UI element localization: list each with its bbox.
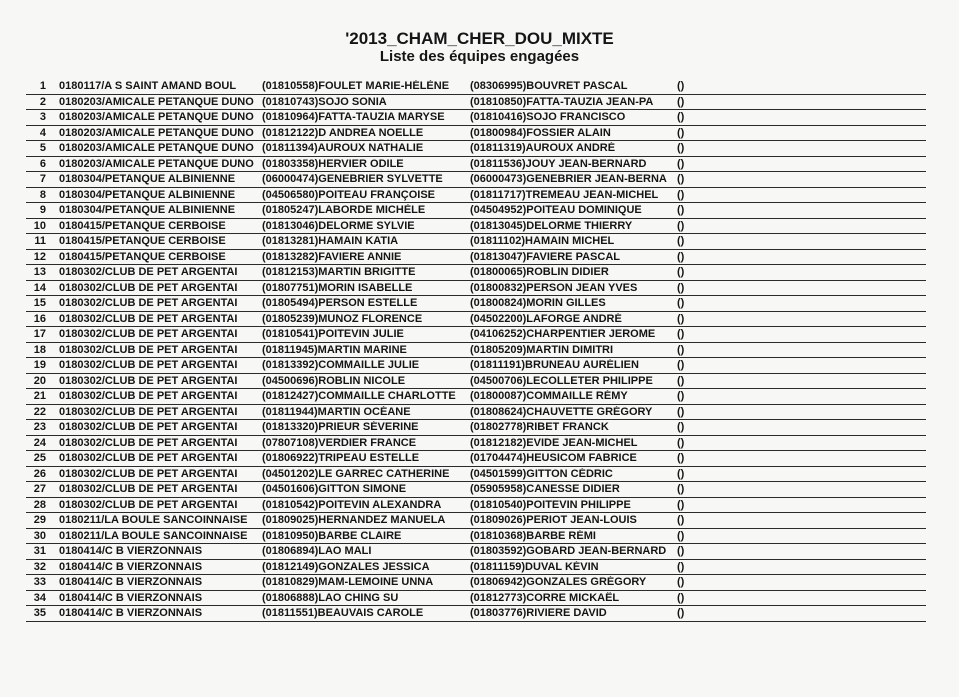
team-number: 24	[33, 436, 46, 449]
player-one: (01807751)MORIN ISABELLE	[262, 281, 413, 294]
player-two: (04504952)POITEAU DOMINIQUE	[470, 204, 642, 216]
table-row	[26, 343, 926, 359]
club-name: 0180302/CLUB DE PET ARGENTAI	[59, 266, 238, 278]
document-title: '2013_CHAM_CHER_DOU_MIXTE	[345, 29, 614, 48]
player-two: (08306995)BOUVRET PASCAL	[470, 80, 628, 92]
club-name: 0180302/CLUB DE PET ARGENTAI	[59, 498, 238, 511]
table-row	[26, 513, 926, 529]
empty-marker: ()	[677, 111, 685, 123]
empty-marker: ()	[677, 126, 685, 139]
team-number: 13	[33, 266, 46, 278]
club-name: 0180414/C B VIERZONNAIS	[59, 591, 203, 604]
team-number: 17	[33, 328, 46, 340]
club-name: 0180414/C B VIERZONNAIS	[59, 560, 203, 573]
team-number: 32	[33, 560, 46, 573]
player-two: (01811191)BRUNEAU AURÉLIEN	[470, 359, 639, 371]
table-row	[26, 126, 926, 142]
team-number: 1	[39, 80, 46, 92]
club-name: 0180304/PETANQUE ALBINIENNE	[59, 188, 236, 201]
table-row	[26, 281, 926, 297]
team-number: 27	[33, 483, 46, 495]
player-one: (01806888)LAO CHING SU	[262, 591, 399, 604]
club-name: 0180302/CLUB DE PET ARGENTAI	[59, 452, 238, 464]
player-two: (01811159)DUVAL KÉVIN	[470, 560, 599, 573]
empty-marker: ()	[677, 281, 685, 294]
player-two: (01800087)COMMAILLE RÉMY	[470, 390, 628, 402]
document-header	[0, 30, 959, 65]
player-one: (01811945)MARTIN MARINE	[262, 343, 407, 356]
table-row	[26, 265, 926, 281]
empty-marker: ()	[677, 576, 685, 588]
empty-marker: ()	[677, 421, 685, 433]
table-row	[26, 405, 926, 421]
player-one: (01812427)COMMAILLE CHARLOTTE	[262, 390, 456, 402]
club-name: 0180302/CLUB DE PET ARGENTAI	[59, 328, 238, 340]
empty-marker: ()	[677, 204, 685, 216]
player-one: (01805239)MUNOZ FLORENCE	[262, 312, 423, 325]
player-one: (01805494)PERSON ESTELLE	[262, 297, 418, 309]
empty-marker: ()	[677, 591, 685, 604]
team-number: 12	[33, 250, 46, 263]
empty-marker: ()	[677, 80, 685, 92]
player-two: (01811717)TREMEAU JEAN-MICHEL	[470, 188, 659, 201]
player-two: (04502200)LAFORGE ANDRÉ	[470, 312, 622, 325]
player-one: (01813282)FAVIERE ANNIE	[262, 250, 402, 263]
table-row	[26, 482, 926, 498]
team-number: 4	[39, 126, 46, 139]
club-name: 0180414/C B VIERZONNAIS	[59, 607, 203, 619]
table-row	[26, 312, 926, 328]
player-one: (01810743)SOJO SONIA	[262, 95, 387, 108]
empty-marker: ()	[677, 312, 685, 325]
empty-marker: ()	[677, 188, 685, 201]
player-two: (01813045)DELORME THIERRY	[470, 219, 633, 232]
table-row	[26, 188, 926, 204]
player-two: (01800984)FOSSIER ALAIN	[470, 126, 611, 139]
team-number: 5	[39, 142, 46, 154]
empty-marker: ()	[677, 235, 685, 247]
table-row	[26, 374, 926, 390]
team-number: 23	[33, 421, 46, 433]
player-one: (01813046)DELORME SYLVIE	[262, 219, 415, 232]
club-name: 0180203/AMICALE PETANQUE DUNO	[59, 126, 254, 139]
club-name: 0180203/AMICALE PETANQUE DUNO	[59, 157, 254, 170]
empty-marker: ()	[677, 374, 685, 387]
table-row	[26, 591, 926, 607]
team-number: 21	[33, 390, 46, 402]
player-two: (01810850)FATTA-TAUZIA JEAN-PA	[470, 95, 654, 108]
empty-marker: ()	[677, 157, 685, 170]
club-name: 0180203/AMICALE PETANQUE DUNO	[59, 142, 254, 154]
table-row	[26, 389, 926, 405]
player-one: (01803358)HERVIER ODILE	[262, 157, 404, 170]
table-row	[26, 219, 926, 235]
player-two: (01811102)HAMAIN MICHEL	[470, 235, 615, 247]
table-row	[26, 203, 926, 219]
empty-marker: ()	[677, 266, 685, 278]
table-row	[26, 327, 926, 343]
table-row	[26, 110, 926, 126]
empty-marker: ()	[677, 343, 685, 356]
empty-marker: ()	[677, 95, 685, 108]
player-one: (01810950)BARBE CLAIRE	[262, 529, 402, 542]
player-one: (01812122)D ANDREA NOELLE	[262, 126, 424, 139]
player-one: (01810964)FATTA-TAUZIA MARYSE	[262, 111, 445, 123]
player-one: (01813320)PRIEUR SÉVERINE	[262, 421, 419, 433]
team-number: 16	[33, 312, 46, 325]
player-two: (01812182)EVIDE JEAN-MICHEL	[470, 436, 638, 449]
club-name: 0180302/CLUB DE PET ARGENTAI	[59, 436, 238, 449]
table-row	[26, 467, 926, 483]
team-number: 33	[33, 576, 46, 588]
team-number: 25	[33, 452, 46, 464]
player-one: (04501202)LE GARREC CATHERINE	[262, 467, 450, 480]
empty-marker: ()	[677, 452, 685, 464]
player-one: (01810541)POITEVIN JULIE	[262, 328, 404, 340]
club-name: 0180302/CLUB DE PET ARGENTAI	[59, 343, 238, 356]
table-row	[26, 95, 926, 111]
player-two: (01810416)SOJO FRANCISCO	[470, 111, 626, 123]
team-number: 31	[33, 545, 46, 557]
player-two: (01808624)CHAUVETTE GRÉGORY	[470, 405, 653, 418]
player-one: (01811551)BEAUVAIS CAROLE	[262, 607, 424, 619]
player-one: (01811944)MARTIN OCÉANE	[262, 405, 411, 418]
empty-marker: ()	[677, 142, 685, 154]
player-one: (04506580)POITEAU FRANÇOISE	[262, 188, 435, 201]
player-one: (06000474)GENEBRIER SYLVETTE	[262, 173, 443, 185]
player-two: (01810540)POITEVIN PHILIPPE	[470, 498, 631, 511]
player-two: (04501599)GITTON CÉDRIC	[470, 467, 613, 480]
player-one: (01805247)LABORDE MICHÈLE	[262, 204, 426, 216]
player-two: (01810368)BARBE RÉMI	[470, 529, 596, 542]
club-name: 0180203/AMICALE PETANQUE DUNO	[59, 95, 254, 108]
teams-table	[26, 79, 926, 622]
empty-marker: ()	[677, 483, 685, 495]
player-one: (01810558)FOULET MARIE-HÉLÈNE	[262, 80, 450, 92]
team-number: 19	[33, 359, 46, 371]
player-one: (04500696)ROBLIN NICOLE	[262, 374, 406, 387]
empty-marker: ()	[677, 607, 685, 619]
player-two: (01811536)JOUY JEAN-BERNARD	[470, 157, 647, 170]
team-number: 9	[39, 204, 46, 216]
empty-marker: ()	[677, 529, 685, 542]
club-name: 0180415/PETANQUE CERBOISE	[59, 235, 226, 247]
club-name: 0180302/CLUB DE PET ARGENTAI	[59, 297, 238, 309]
player-one: (01811394)AUROUX NATHALIE	[262, 142, 424, 154]
table-row	[26, 250, 926, 266]
club-name: 0180117/A S SAINT AMAND BOUL	[59, 80, 237, 92]
club-name: 0180302/CLUB DE PET ARGENTAI	[59, 467, 238, 480]
club-name: 0180415/PETANQUE CERBOISE	[59, 250, 226, 263]
player-two: (01811319)AUROUX ANDRÉ	[470, 142, 616, 154]
team-number: 14	[33, 281, 46, 294]
club-name: 0180302/CLUB DE PET ARGENTAI	[59, 405, 238, 418]
table-row	[26, 544, 926, 560]
club-name: 0180304/PETANQUE ALBINIENNE	[59, 173, 236, 185]
team-number: 28	[33, 498, 46, 511]
club-name: 0180211/LA BOULE SANCOINNAISE	[59, 529, 248, 542]
player-one: (01812153)MARTIN BRIGITTE	[262, 266, 416, 278]
empty-marker: ()	[677, 328, 685, 340]
club-name: 0180302/CLUB DE PET ARGENTAI	[59, 483, 238, 495]
table-row	[26, 560, 926, 576]
club-name: 0180302/CLUB DE PET ARGENTAI	[59, 312, 238, 325]
player-two: (01800832)PERSON JEAN YVES	[470, 281, 638, 294]
empty-marker: ()	[677, 405, 685, 418]
document-subtitle: Liste des équipes engagées	[379, 48, 580, 65]
empty-marker: ()	[677, 219, 685, 232]
team-number: 18	[33, 343, 46, 356]
club-name: 0180203/AMICALE PETANQUE DUNO	[59, 111, 254, 123]
club-name: 0180302/CLUB DE PET ARGENTAI	[59, 281, 238, 294]
player-one: (01809025)HERNANDEZ MANUELA	[262, 514, 446, 526]
club-name: 0180414/C B VIERZONNAIS	[59, 545, 203, 557]
club-name: 0180302/CLUB DE PET ARGENTAI	[59, 374, 238, 387]
empty-marker: ()	[677, 514, 685, 526]
player-two: (01704474)HEUSICOM FABRICE	[470, 452, 637, 464]
table-row	[26, 157, 926, 173]
club-name: 0180302/CLUB DE PET ARGENTAI	[59, 421, 238, 433]
player-one: (01812149)GONZALES JESSICA	[262, 560, 430, 573]
player-two: (05905958)CANESSE DIDIER	[470, 483, 620, 495]
table-row	[26, 358, 926, 374]
table-row	[26, 575, 926, 591]
player-one: (07807108)VERDIER FRANCE	[262, 436, 417, 449]
player-two: (01805209)MARTIN DIMITRI	[470, 343, 614, 356]
table-row	[26, 436, 926, 452]
team-number: 3	[39, 111, 46, 123]
table-row	[26, 79, 926, 95]
empty-marker: ()	[677, 560, 685, 573]
table-row	[26, 172, 926, 188]
table-row	[26, 296, 926, 312]
team-number: 8	[39, 188, 46, 201]
player-one: (01813392)COMMAILLE JULIE	[262, 359, 420, 371]
player-one: (04501606)GITTON SIMONE	[262, 483, 407, 495]
team-number: 11	[34, 235, 46, 247]
table-row	[26, 529, 926, 545]
team-number: 29	[33, 514, 46, 526]
team-number: 34	[33, 591, 46, 604]
team-number: 20	[33, 374, 46, 387]
player-one: (01813281)HAMAIN KATIA	[262, 235, 399, 247]
player-two: (01803592)GOBARD JEAN-BERNARD	[470, 545, 667, 557]
player-one: (01806894)LAO MALI	[262, 545, 372, 557]
player-two: (01813047)FAVIERE PASCAL	[470, 250, 620, 263]
table-row	[26, 451, 926, 467]
empty-marker: ()	[677, 436, 685, 449]
team-number: 15	[33, 297, 46, 309]
empty-marker: ()	[677, 467, 685, 480]
team-number: 2	[39, 95, 46, 108]
table-row	[26, 420, 926, 436]
player-two: (01800065)ROBLIN DIDIER	[470, 266, 609, 278]
team-number: 7	[39, 173, 46, 185]
player-two: (01809026)PERIOT JEAN-LOUIS	[470, 514, 637, 526]
empty-marker: ()	[677, 390, 685, 402]
player-two: (04500706)LECOLLETER PHILIPPE	[470, 374, 653, 387]
club-name: 0180415/PETANQUE CERBOISE	[59, 219, 226, 232]
team-number: 22	[33, 405, 46, 418]
player-two: (01802778)RIBET FRANCK	[470, 421, 609, 433]
empty-marker: ()	[677, 173, 685, 185]
club-name: 0180302/CLUB DE PET ARGENTAI	[59, 390, 238, 402]
club-name: 0180211/LA BOULE SANCOINNAISE	[59, 514, 248, 526]
team-number: 6	[39, 157, 46, 170]
player-one: (01806922)TRIPEAU ESTELLE	[262, 452, 420, 464]
team-number: 30	[33, 529, 46, 542]
player-two: (04106252)CHARPENTIER JEROME	[470, 328, 656, 340]
table-row	[26, 498, 926, 514]
club-name: 0180414/C B VIERZONNAIS	[59, 576, 203, 588]
table-row	[26, 234, 926, 250]
empty-marker: ()	[677, 545, 685, 557]
table-row	[26, 606, 926, 622]
team-number: 10	[33, 219, 46, 232]
team-number: 35	[33, 607, 46, 619]
player-two: (01800824)MORIN GILLES	[470, 297, 606, 309]
empty-marker: ()	[677, 250, 685, 263]
empty-marker: ()	[677, 359, 685, 371]
table-row	[26, 141, 926, 157]
player-one: (01810542)POITEVIN ALEXANDRA	[262, 498, 442, 511]
club-name: 0180302/CLUB DE PET ARGENTAI	[59, 359, 238, 371]
player-two: (01803776)RIVIERE DAVID	[470, 607, 607, 619]
club-name: 0180304/PETANQUE ALBINIENNE	[59, 204, 236, 216]
player-two: (01806942)GONZALES GRÉGORY	[470, 576, 647, 588]
player-two: (06000473)GENEBRIER JEAN-BERNA	[470, 173, 667, 185]
team-number: 26	[33, 467, 46, 480]
player-two: (01812773)CORRE MICKAËL	[470, 591, 620, 604]
empty-marker: ()	[677, 498, 685, 511]
player-one: (01810829)MAM-LEMOINE UNNA	[262, 576, 434, 588]
empty-marker: ()	[677, 297, 685, 309]
